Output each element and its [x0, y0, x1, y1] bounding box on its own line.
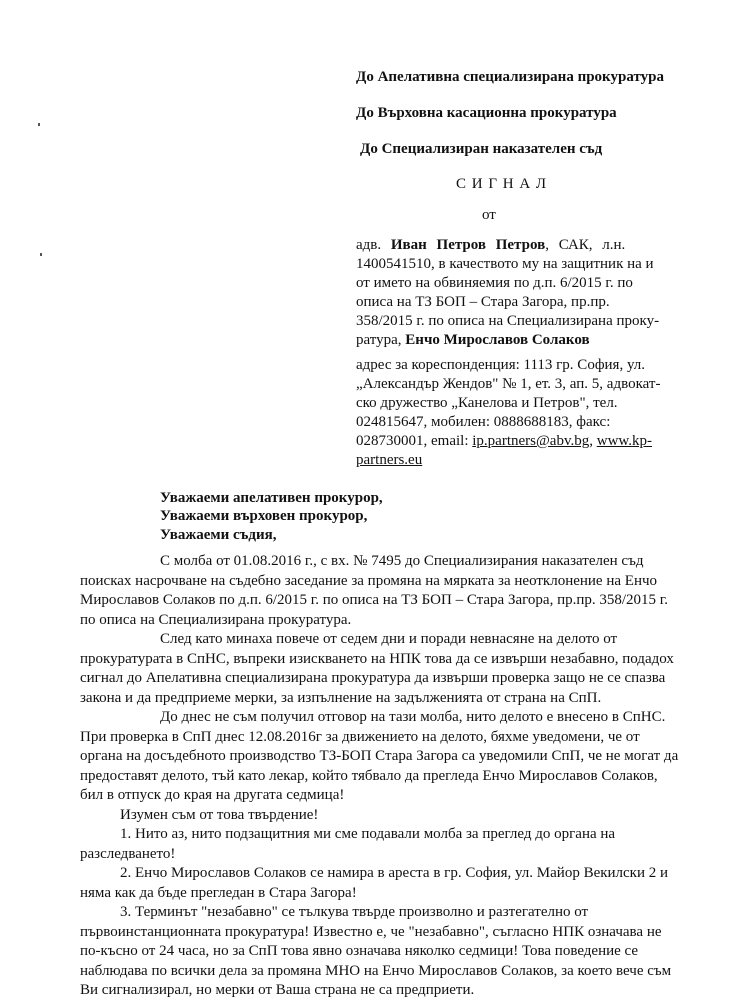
- salutation-3: Уважаеми съдия,: [160, 527, 277, 543]
- body-line: предоставят делото, тъй като лекар, който тябвало да прегледа Енчо Мирославов Солаков,: [80, 767, 658, 784]
- address-block: [356, 356, 682, 470]
- body-line: 1. Нито аз, нито подзащитния ми сме подавали молба за преглед до органа на: [120, 826, 616, 842]
- addressee-1: До Апелативна специализирана прокуратура: [356, 69, 664, 85]
- sender-line-1: адв. Иван Петров Петров, САК, л.н.: [356, 237, 626, 253]
- address-line-4: 024815647, мобилен: 0888688183, факс:: [356, 414, 611, 430]
- sender-block: [356, 236, 682, 350]
- sender-name: Иван Петров Петров: [390, 237, 546, 253]
- sender-line-6: ратура, Енчо Мирославов Солаков: [356, 332, 590, 348]
- website-link-part2[interactable]: partners.eu: [356, 452, 423, 468]
- sender-line-2: 1400541510, в качеството му на защитник на и: [356, 256, 654, 272]
- sender-line-3: от името на обвиняемия по д.п. 6/2015 г. по: [356, 275, 633, 291]
- email-link[interactable]: ip.partners@abv.bg: [472, 433, 590, 449]
- body-line: При проверка в СпП днес 12.08.2016г за движението на делото, бяхме уведомени, че от: [80, 728, 640, 745]
- document-title: С И Г Н А Л: [456, 176, 548, 192]
- body-line: Ви сигнализирал, но мерки от Ваша страна не са предприети.: [80, 982, 475, 998]
- accused-name: Енчо Мирославов Солаков: [405, 332, 590, 348]
- address-line-5: 028730001, email: ip.partners@abv.bg, www.kp-: [356, 433, 653, 449]
- body-line: Изумен съм от това твърдение!: [120, 806, 319, 823]
- address-line-6: [356, 451, 682, 470]
- addressee-2: До Върховна касационна прокуратура: [356, 105, 617, 121]
- body-line: прокуратурата в СпНС, въпреки изискването на НПК това да се извърши незабавно, подадох: [80, 650, 674, 667]
- body-line: 3. Терминът "незабавно" се тълкува твърде произволно и разтегателно от: [120, 904, 589, 920]
- addressee-3: До Специализиран наказателен съд: [360, 141, 603, 157]
- website-link-part1[interactable]: www.kp-: [596, 433, 653, 449]
- body-text: [80, 552, 692, 1001]
- scan-speck: [40, 253, 42, 256]
- body-line: закона и да предприеме мерки, за изпълнение на задълженията от страна на СпП.: [80, 689, 602, 706]
- address-line-1: адрес за кореспонденция: 1113 гр. София, ул.: [356, 357, 646, 373]
- body-line: поисках насрочване на съдебно заседание за промяна на мярката за неотклонение на Енчо: [80, 572, 658, 589]
- body-line: по описа на Специализирана прокуратура.: [80, 611, 352, 628]
- body-line: органа на досъдебното производство ТЗ-БОП Стара Загора са уведомили СпП, че не могат да: [80, 748, 679, 764]
- salutation-2: Уважаеми върховен прокурор,: [160, 508, 368, 524]
- body-line: бил в отпуск до края на другата седмица!: [80, 787, 345, 803]
- body-line: Мирославов Солаков по д.п. 6/2015 г. по описа на ТЗ БОП – Стара Загора, пр.пр. 358/2015 г.: [80, 592, 668, 608]
- address-line-2: „Александър Жендов" № 1, ет. 3, ап. 5, адвокат-: [356, 376, 661, 392]
- body-line: няма как да бъде прегледан в Стара Загора!: [80, 884, 357, 901]
- from-label: от: [482, 207, 496, 223]
- scan-speck: [38, 123, 40, 126]
- sender-line-5: 358/2015 г. по описа на Специализирана проку-: [356, 313, 660, 329]
- body-line: разследването!: [80, 845, 176, 862]
- body-line: С молба от 01.08.2016 г., с вх. № 7495 до Специализирания наказателен съд: [160, 553, 644, 569]
- body-line: по-късно от 24 часа, но за СпП това явно означава няколко седмици! Това поведение се: [80, 943, 639, 959]
- body-line: първоинстанционната прокуратура! Известно е, че "незабавно", съгласно НПК означава не: [80, 923, 662, 940]
- salutation-1: Уважаеми апелативен прокурор,: [160, 490, 383, 506]
- address-line-3: ско дружество „Канелова и Петров", тел.: [356, 395, 618, 411]
- body-line: 2. Енчо Мирославов Солаков се намира в ареста в гр. София, ул. Майор Векилски 2 и: [120, 865, 669, 881]
- body-line: наблюдава по всички дела за промяна МНО на Енчо Мирославов Солаков, за което вече съм: [80, 962, 672, 979]
- sender-line-4: описа на ТЗ БОП – Стара Загора, пр.пр.: [356, 294, 610, 310]
- body-line: сигнал до Апелативна специализирана прокуратура да извърши проверка защо не се спазва: [80, 670, 666, 686]
- body-line: След като минаха повече от седем дни и поради невнасяне на делото от: [160, 631, 618, 647]
- body-line: До днес не съм получил отговор на тази молба, нито делото е внесено в СпНС.: [160, 709, 666, 725]
